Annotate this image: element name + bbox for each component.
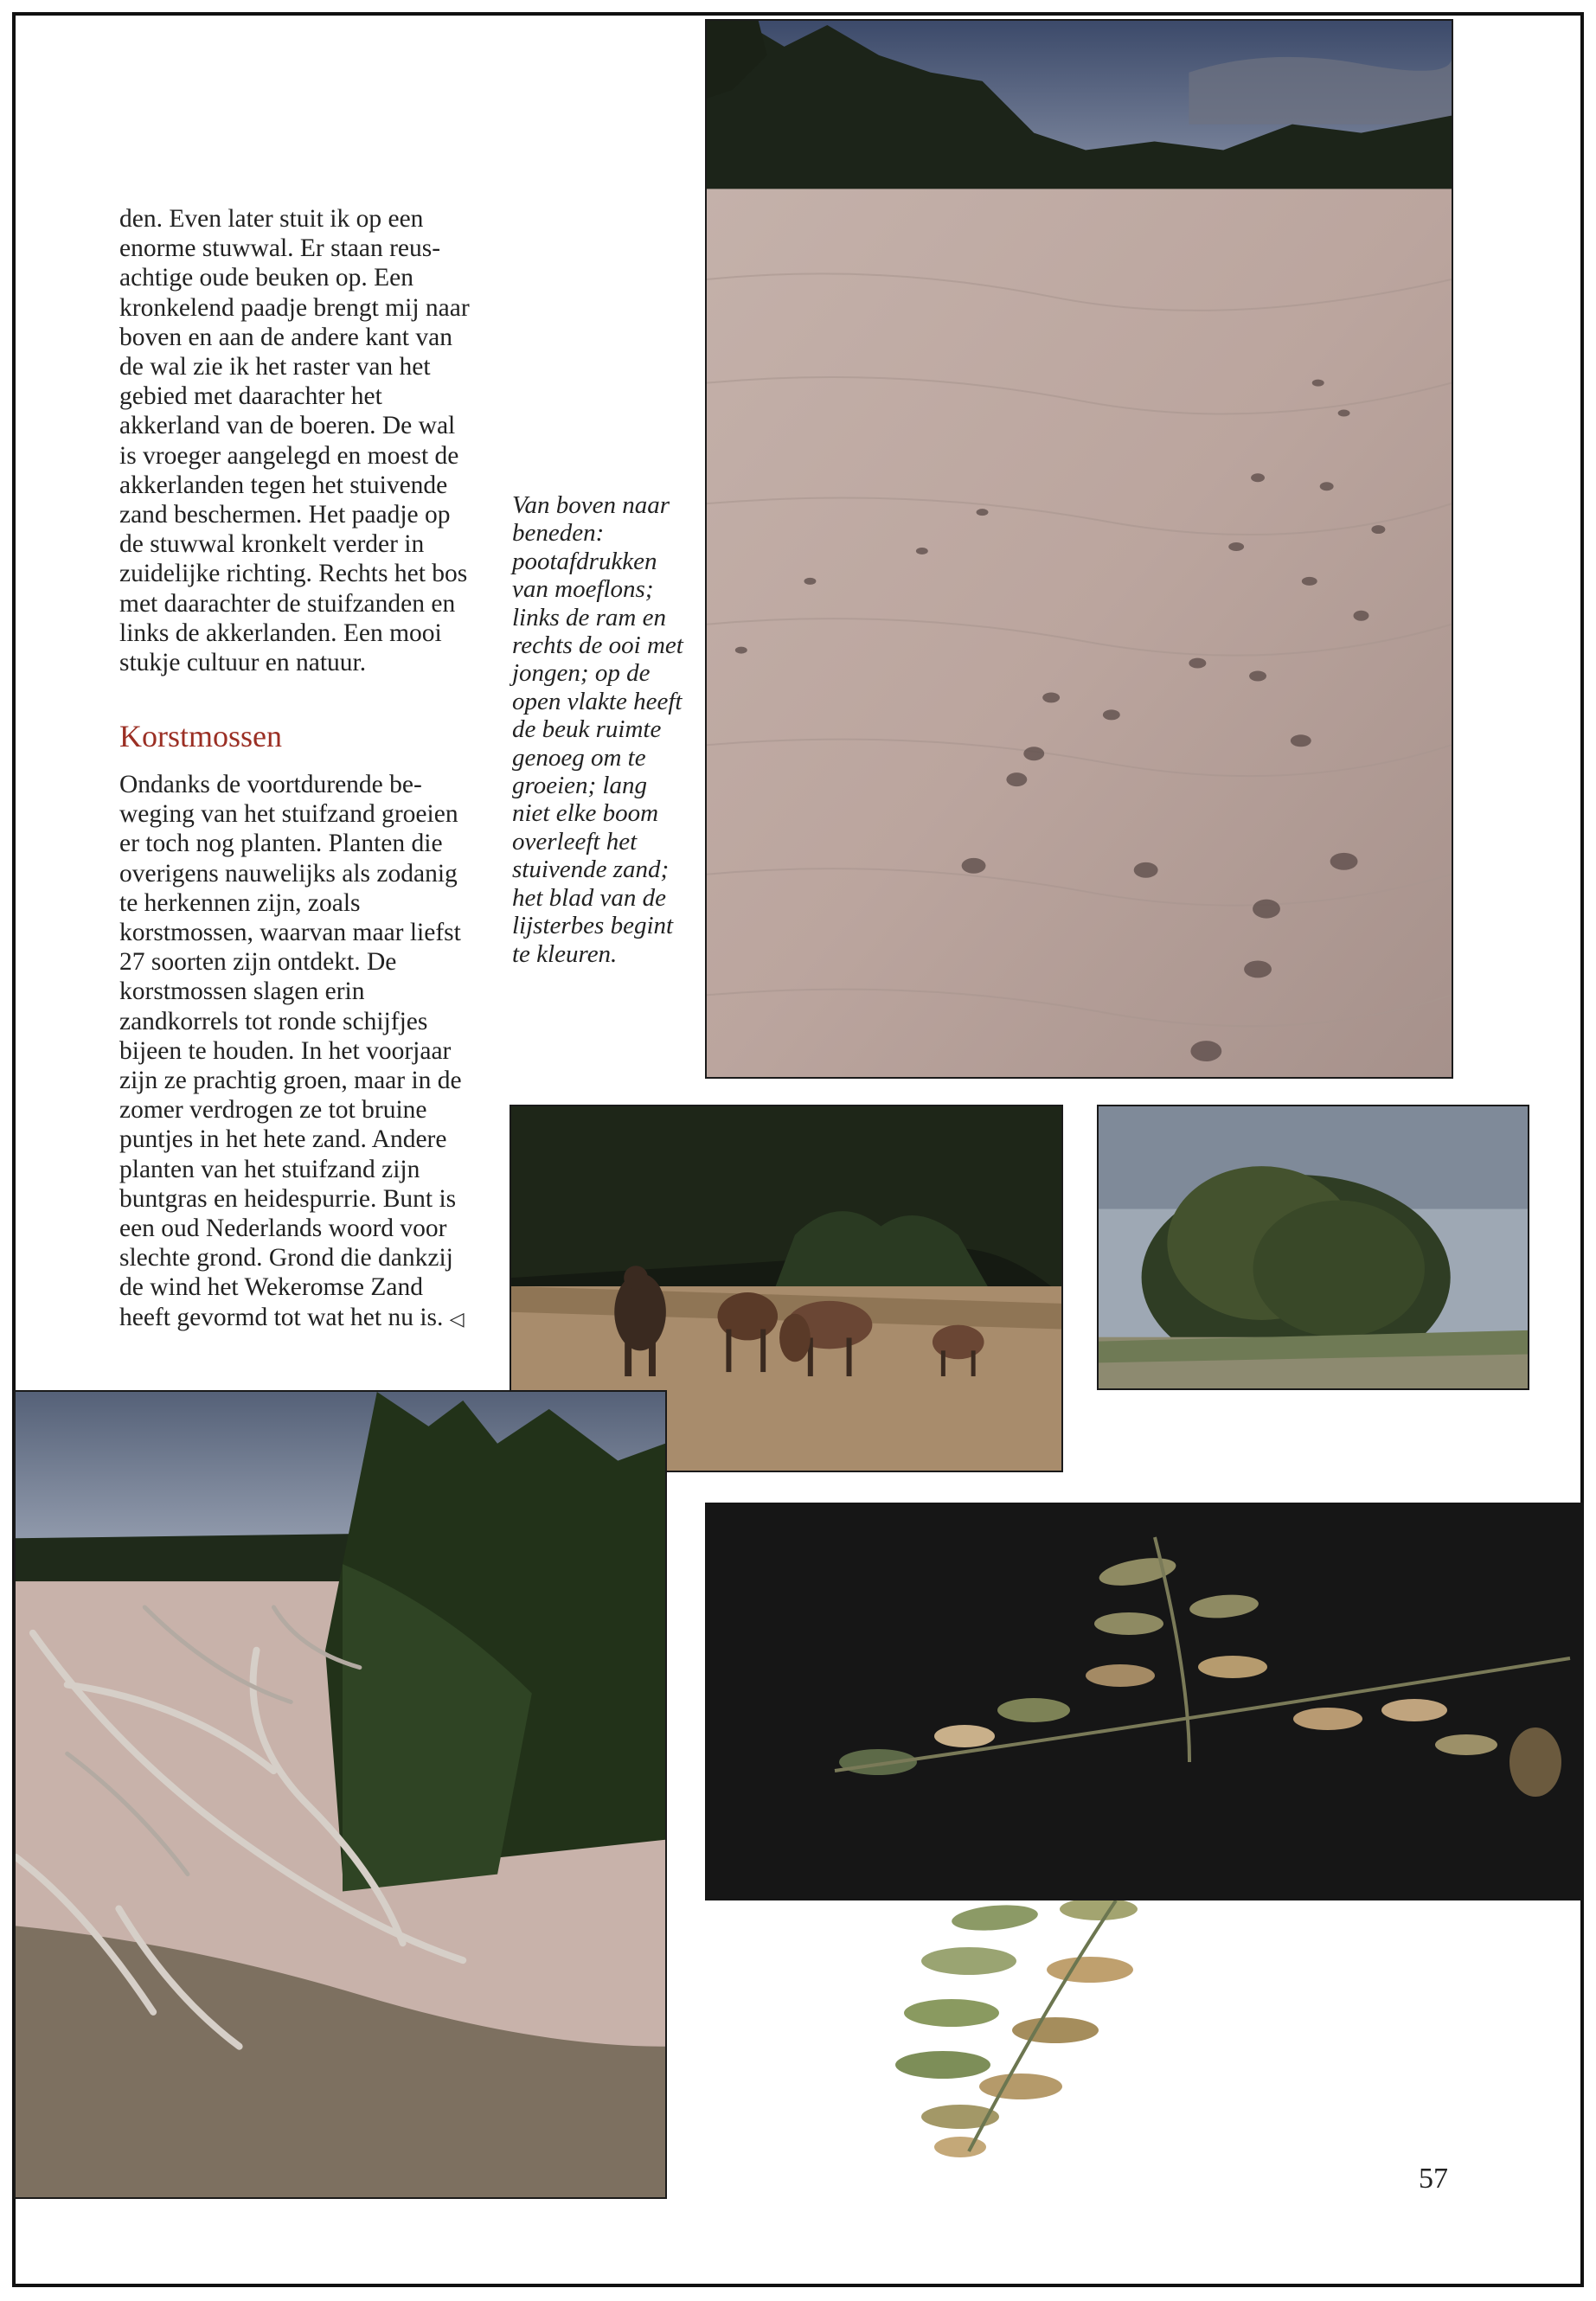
rowan-leaf-cutout [891, 1900, 1254, 2160]
section-heading: Korstmossen [119, 719, 282, 753]
end-of-article-icon: ◁ [449, 1307, 465, 1330]
right-border [1580, 12, 1584, 2287]
photo-dead-tree-sand [14, 1390, 667, 2199]
article-paragraph: Ondanks de voortdurende beweging van het stuifzand groeien er toch nog planten. Planten die overigens nauwelijks als zodanig te herkennen zijn, zoals korstmossen, waarvan maar liefst 27 soorten zijn ontdekt. De korstmossen slagen erin zandkorrels tot ronde schijfjes bijeen te houden. In het voorjaar zijn ze prachtig groen, maar in de zomer verdrogen ze tot bruine puntjes in het hete zand. Andere planten van het stuifzand zijn buntgras en heidespurrie. Bunt is een oud Nederlands woord voor slechte grond. Grond die dankzij de wind het Wekeromse Zand heeft gevormd tot wat het nu is. ◁ [119, 771, 465, 1331]
article-paragraph: den. Even later stuit ik op een enorme stuwwal. Er staan reusachtige oude beuken op. Een kronkelend paadje brengt mij naar boven en aan de andere kant van de wal zie ik het raster van het gebied met daarachter het akkerland van de boeren. De wal is vroeger aangelegd en moest de akkerlanden tegen het stuivende zand beschermen. Het paadje op de stuwwal kronkelt verder in zuidelijke richting. Rechts het bos met daarachter de stuifzanden en links de akkerlanden. Een mooi stukje cultuur en natuur. [119, 205, 470, 677]
photo-sand-footprints [705, 19, 1453, 1079]
top-border [12, 12, 1584, 16]
page-number: 57 [1419, 2163, 1448, 2195]
photo-caption: Van boven naar beneden: pootafdrukken van moeflons; links de ram en rechts de ooi met jongen; op de open vlakte heeft de beuk ruimte genoeg om te groeien; lang niet elke boom overleeft het stuivende zand; het blad van de lijsterbes begint te kleuren. [512, 491, 683, 968]
photo-rowan-leaves [705, 1503, 1583, 1900]
bottom-border [12, 2284, 1584, 2287]
photo-beech-tree [1097, 1105, 1529, 1390]
